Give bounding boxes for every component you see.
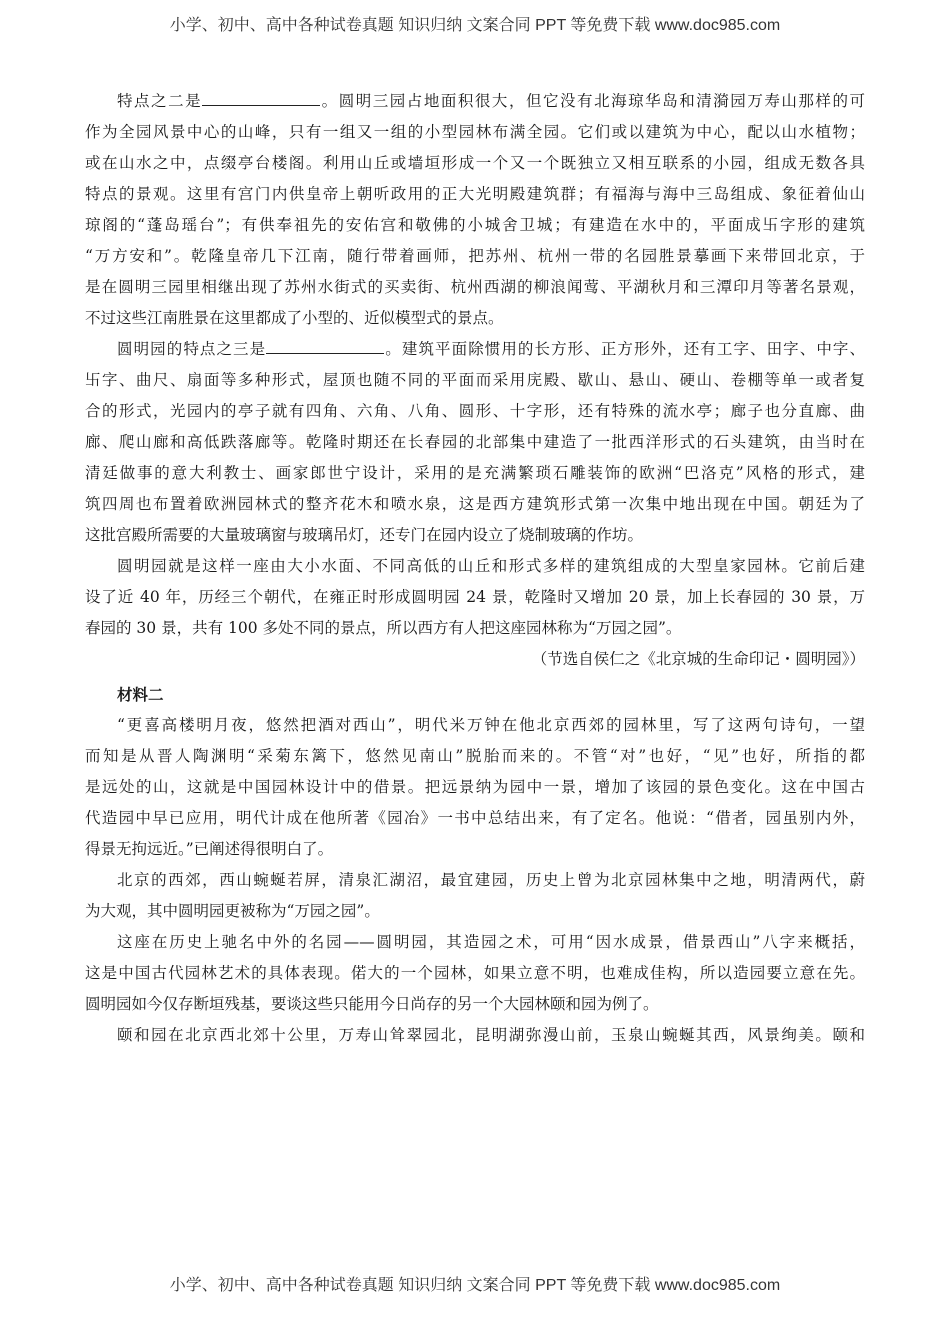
paragraph-borrowed-scenery (85, 710, 865, 865)
text-line: 北京的西郊，西山蜿蜒若屏，清泉汇湖沼，最宜建园，历史上曾为北京园林集中之地，明清两代，蔚 (117, 871, 865, 889)
text-line: 不过这些江南胜景在这里都成了小型的、近似模型式的景点。 (85, 309, 504, 327)
paragraph-western-suburbs (85, 865, 865, 927)
text-line: 作为全园风景中心的山峰，只有一组又一组的小型园林布满全园。它们或以建筑为中心，配以山水植物； (85, 123, 865, 141)
text-line: 合的形式，光园内的亭子就有四角、六角、八角、圆形、十字形，还有特殊的流水亭；廊子也分直廊、曲 (85, 402, 865, 420)
paragraph-design-intent (85, 927, 865, 1020)
text-line: 这批宫殿所需要的大量玻璃窗与玻璃吊灯，还专门在园内设立了烧制玻璃的作坊。 (85, 526, 644, 544)
text-line: 筑四周也布置着欧洲园林式的整齐花木和喷水泉，这是西方建筑形式第一次集中地出现在中国。朝廷为了 (85, 495, 865, 513)
section-heading: 材料二 (117, 685, 164, 704)
paragraph-feature-three (85, 334, 865, 551)
fill-in-blank[interactable] (202, 89, 320, 106)
text-line: 清廷做事的意大利教士、画家郎世宁设计，采用的是充满繁琐石雕装饰的欧洲“巴洛克”风格的形式，建 (85, 464, 865, 482)
text-line: 这是中国古代园林艺术的具体表现。偌大的一个园林，如果立意不明，也难成佳构，所以造园要立意在先。 (85, 964, 865, 982)
text-line: 琼阁的“蓬岛瑶台”；有供奉祖先的安佑宫和敬佛的小城舍卫城；有建造在水中的，平面成卐字形的建筑 (85, 216, 865, 234)
footer-banner: 小学、初中、高中各种试卷真题 知识归纳 文案合同 PPT 等免费下载 www.doc985.com (169, 1277, 781, 1294)
text-line: 卐字、曲尺、扇面等多种形式，屋顶也随不同的平面而采用庑殿、歇山、悬山、硬山、卷棚等单一或者复 (85, 371, 865, 389)
text-segment: 圆明园的特点之三是 (117, 340, 267, 358)
text-line: 得景无拘远近。”已阐述得很明白了。 (85, 840, 334, 858)
text-segment: 。圆明三园占地面积很大，但它没有北海琼华岛和清漪园万寿山那样的可 (320, 92, 865, 110)
text-line: 廊、爬山廊和高低跌落廊等。乾隆时期还在长春园的北部集中建造了一批西洋形式的石头建筑，由当时在 (85, 433, 865, 451)
text-line (85, 86, 865, 117)
fill-in-blank[interactable] (266, 337, 384, 354)
text-segment: 特点之二是 (117, 92, 203, 110)
paragraph-summer-palace (85, 1020, 865, 1051)
text-segment: 。建筑平面除惯用的长方形、正方形外，还有工字、田字、中字、 (384, 340, 865, 358)
text-line: 是在圆明三园里相继出现了苏州水街式的买卖街、杭州西湖的柳浪闻莺、平湖秋月和三潭印月等著名景观， (85, 278, 865, 296)
text-line: “更喜高楼明月夜，悠然把酒对西山”，明代米万钟在他北京西郊的园林里，写了这两句诗句，一望 (117, 716, 865, 734)
text-line: 圆明园就是这样一座由大小水面、不同高低的山丘和形式多样的建筑组成的大型皇家园林。它前后建 (117, 557, 865, 575)
text-line: 代造园中早已应用，明代计成在他所著《园冶》一书中总结出来，有了定名。他说：“借者，园虽别内外， (85, 809, 865, 827)
text-line: 而知是从晋人陶渊明“采菊东篱下，悠然见南山”脱胎而来的。不管“对”也好，“见”也好，所指的都 (85, 747, 865, 765)
source-citation: （节选自侯仁之《北京城的生命印记・圆明园》） (531, 650, 865, 668)
document-body (85, 86, 865, 1051)
text-line: 圆明园如今仅存断垣残基，要谈这些只能用今日尚存的另一个大园林颐和园为例了。 (85, 995, 659, 1013)
text-line (85, 334, 865, 365)
text-line: 是远处的山，这就是中国园林设计中的借景。把远景纳为园中一景，增加了该园的景色变化。这在中国古 (85, 778, 865, 796)
text-line: 颐和园在北京西北郊十公里，万寿山耸翠园北，昆明湖弥漫山前，玉泉山蜿蜒其西，风景绚美。颐和 (117, 1026, 865, 1044)
text-line: 设了近 40 年，历经三个朝代，在雍正时形成圆明园 24 景，乾隆时又增加 20 景，加上长春园的 30 景，万 (85, 588, 865, 606)
text-line: 这座在历史上驰名中外的名园——圆明园，其造园之术，可用“因水成景，借景西山”八字来概括， (117, 933, 865, 951)
header-banner: 小学、初中、高中各种试卷真题 知识归纳 文案合同 PPT 等免费下载 www.doc985.com (169, 17, 781, 34)
text-line: “万方安和”。乾隆皇帝几下江南，随行带着画师，把苏州、杭州一带的名园胜景摹画下来带回北京，于 (85, 247, 865, 265)
text-line: 为大观，其中圆明园更被称为“万园之园”。 (85, 902, 380, 920)
text-line: 或在山水之中，点缀亭台楼阁。利用山丘或墙垣形成一个又一个既独立又相互联系的小园，组成无数各具 (85, 154, 865, 172)
text-line: 特点的景观。这里有宫门内供皇帝上朝听政用的正大光明殿建筑群；有福海与海中三岛组成、象征着仙山 (85, 185, 865, 203)
paragraph-summary (85, 551, 865, 644)
text-line: 春园的 30 景，共有 100 多处不同的景点，所以西方有人把这座园林称为“万园之园”。 (85, 619, 682, 637)
paragraph-feature-two (85, 86, 865, 334)
